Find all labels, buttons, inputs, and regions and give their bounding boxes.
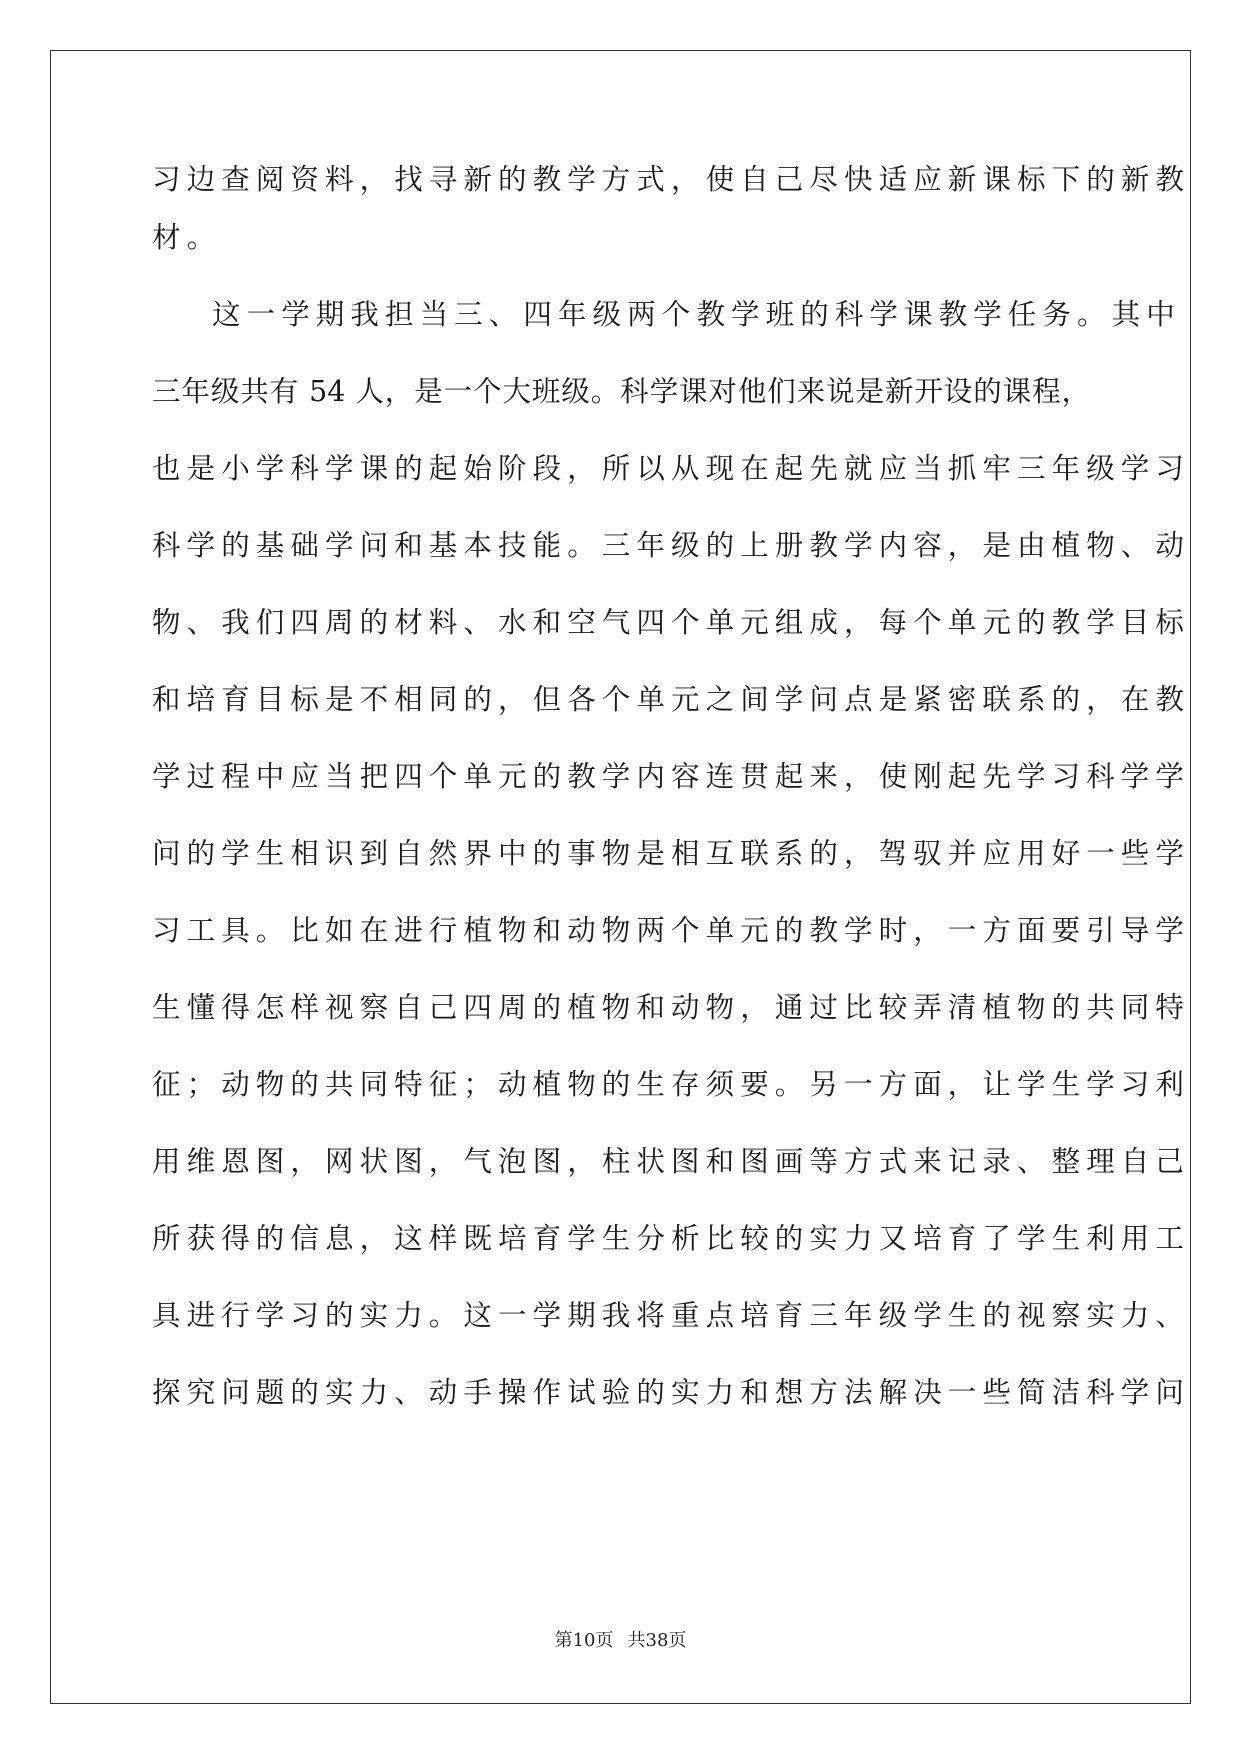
- text-line: 学过程中应当把四个单元的教学内容连贯起来，使刚起先学习科学学: [152, 760, 1191, 793]
- text-line: 所获得的信息，这样既培育学生分析比较的实力又培育了学生利用工: [152, 1222, 1191, 1255]
- text-line: 问的学生相识到自然界中的事物是相互联系的，驾驭并应用好一些学: [152, 837, 1191, 870]
- text-line: 材。: [152, 221, 222, 254]
- text-line: 征；动物的共同特征；动植物的生存须要。另一方面，让学生学习利: [152, 1068, 1191, 1101]
- page-number: 第10页: [554, 1630, 614, 1651]
- page-total: 共38页: [627, 1630, 687, 1651]
- text-line: 习工具。比如在进行植物和动物两个单元的教学时，一方面要引导学: [152, 914, 1191, 947]
- text-line: 和培育目标是不相同的，但各个单元之间学问点是紧密联系的，在教: [152, 683, 1191, 716]
- text-line: 科学的基础学问和基本技能。三年级的上册教学内容，是由植物、动: [152, 529, 1191, 562]
- text-line: 生懂得怎样视察自己四周的植物和动物，通过比较弄清植物的共同特: [152, 991, 1191, 1024]
- text-line: 三年级共有 54 人，是一个大班级。科学课对他们来说是新开设的课程，: [152, 375, 1090, 408]
- page-footer: [0, 1626, 1241, 1652]
- text-line: 用维恩图，网状图，气泡图，柱状图和图画等方式来记录、整理自己: [152, 1145, 1191, 1178]
- text-line: 具进行学习的实力。这一学期我将重点培育三年级学生的视察实力、: [152, 1299, 1191, 1332]
- text-line-paragraph-start: 这一学期我担当三、四年级两个教学班的科学课教学任务。其中: [212, 298, 1181, 331]
- text-line: 习边查阅资料，找寻新的教学方式，使自己尽快适应新课标下的新教: [152, 163, 1191, 196]
- text-line: 也是小学科学课的起始阶段，所以从现在起先就应当抓牢三年级学习: [152, 452, 1191, 485]
- text-line: 探究问题的实力、动手操作试验的实力和想方法解决一些简洁科学问: [152, 1376, 1191, 1409]
- text-line: 物、我们四周的材料、水和空气四个单元组成，每个单元的教学目标: [152, 606, 1191, 639]
